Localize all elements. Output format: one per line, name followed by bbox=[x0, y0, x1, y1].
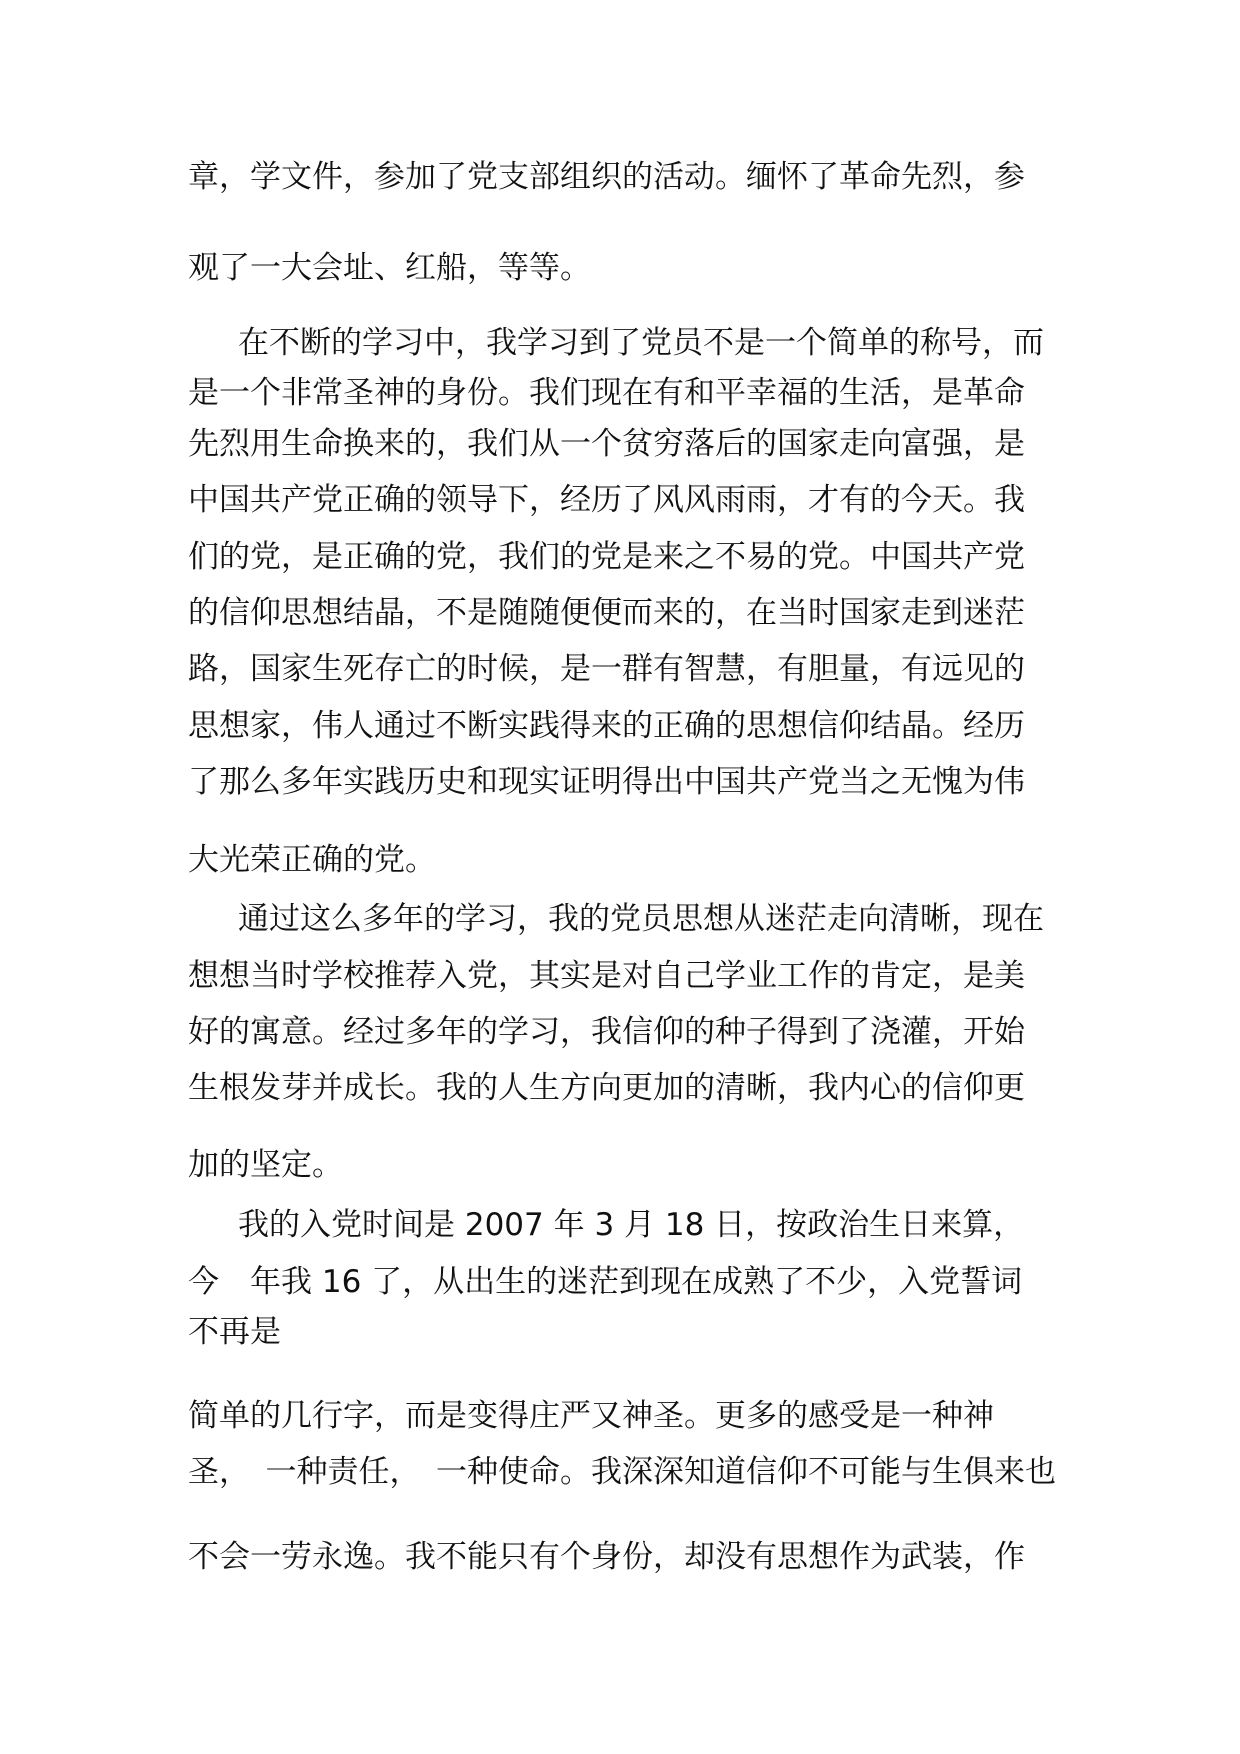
text-line: 先烈用生命换来的，我们从一个贫穷落后的国家走向富强，是 bbox=[188, 426, 1025, 462]
text-line: 不再是 bbox=[188, 1314, 281, 1350]
text-line: 的信仰思想结晶，不是随随便便而来的，在当时国家走到迷茫 bbox=[188, 595, 1025, 631]
text-line: 们的党，是正确的党，我们的党是来之不易的党。中国共产党 bbox=[188, 539, 1025, 575]
text-line: 路，国家生死存亡的时候，是一群有智慧，有胆量，有远见的 bbox=[188, 651, 1025, 687]
text-line: 简单的几行字，而是变得庄严又神圣。更多的感受是一种神 bbox=[188, 1398, 994, 1434]
text-line: 思想家，伟人通过不断实践得来的正确的思想信仰结晶。经历 bbox=[188, 708, 1025, 744]
paragraph-first-line: 在不断的学习中，我学习到了党员不是一个简单的称号，而 bbox=[238, 325, 1044, 361]
paragraph-first-line: 我的入党时间是 2007 年 3 月 18 日，按政治生日来算， bbox=[238, 1207, 1025, 1243]
text-line: 今 年我 16 了，从出生的迷茫到现在成熟了不少，入党誓词 bbox=[188, 1264, 1023, 1300]
paragraph-first-line: 通过这么多年的学习，我的党员思想从迷茫走向清晰，现在 bbox=[238, 901, 1044, 937]
text-line: 加的坚定。 bbox=[188, 1147, 343, 1183]
text-line: 了那么多年实践历史和现实证明得出中国共产党当之无愧为伟 bbox=[188, 764, 1025, 800]
text-line: 好的寓意。经过多年的学习，我信仰的种子得到了浇灌，开始 bbox=[188, 1014, 1025, 1050]
text-line: 中国共产党正确的领导下，经历了风风雨雨，才有的今天。我 bbox=[188, 482, 1025, 518]
text-line: 生根发芽并成长。我的人生方向更加的清晰，我内心的信仰更 bbox=[188, 1070, 1025, 1106]
text-line: 章，学文件，参加了党支部组织的活动。缅怀了革命先烈，参 bbox=[188, 159, 1025, 195]
text-line: 大光荣正确的党。 bbox=[188, 842, 436, 878]
text-line: 想想当时学校推荐入党，其实是对自己学业工作的肯定，是美 bbox=[188, 958, 1025, 994]
text-line: 圣， 一种责任， 一种使命。我深深知道信仰不可能与生俱来也 bbox=[188, 1454, 1056, 1490]
text-line: 不会一劳永逸。我不能只有个身份，却没有思想作为武装，作 bbox=[188, 1539, 1025, 1575]
text-line: 是一个非常圣神的身份。我们现在有和平幸福的生活，是革命 bbox=[188, 375, 1025, 411]
text-line: 观了一大会址、红船，等等。 bbox=[188, 250, 591, 286]
